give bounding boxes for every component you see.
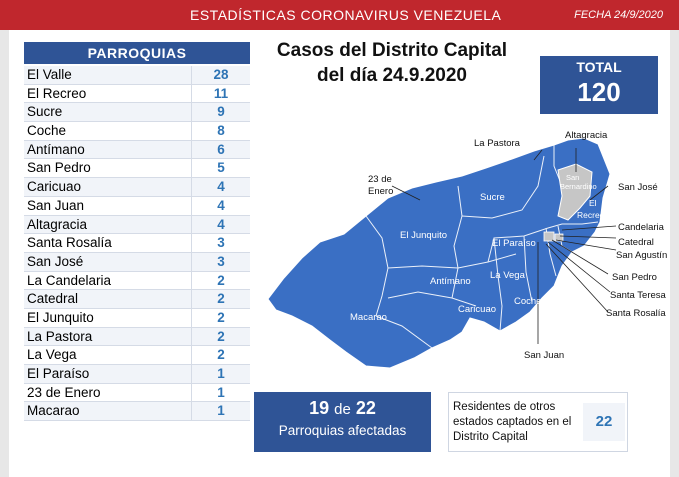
label-el-valle: El Valle xyxy=(546,292,578,303)
parroquia-name: San José xyxy=(24,253,192,271)
parroquia-count: 6 xyxy=(217,141,225,157)
map-title-line2: del día 24.9.2020 xyxy=(317,65,467,86)
map-title xyxy=(262,38,522,88)
label-el-recreo-1: El xyxy=(589,198,597,208)
parroquia-name: Altagracia xyxy=(24,216,192,234)
label-san-pedro: San Pedro xyxy=(612,272,657,283)
affected-count: 19 xyxy=(309,398,330,418)
top-banner xyxy=(0,0,679,30)
label-sucre: Sucre xyxy=(480,192,505,203)
label-el-paraiso: El Paraíso xyxy=(492,238,536,249)
parroquia-name: Sucre xyxy=(24,103,192,121)
other-states-value: 22 xyxy=(583,403,625,441)
total-label: TOTAL xyxy=(576,59,622,75)
parroquia-name: El Valle xyxy=(24,66,192,84)
parroquia-count: 3 xyxy=(217,253,225,269)
table-row xyxy=(24,309,250,328)
total-box xyxy=(540,56,658,114)
parroquia-name: Macarao xyxy=(24,402,192,420)
caracas-map xyxy=(262,126,672,376)
parroquia-name: Coche xyxy=(24,122,192,140)
label-san-juan: San Juan xyxy=(524,350,565,361)
label-la-pastora: La Pastora xyxy=(474,138,520,149)
label-macarao: Macarao xyxy=(350,312,387,323)
label-san-bernardino-2: Bernardino xyxy=(560,182,597,191)
table-row xyxy=(24,272,250,291)
table-row xyxy=(24,141,250,160)
parroquia-name: Caricuao xyxy=(24,178,192,196)
parroquia-count: 2 xyxy=(217,328,225,344)
label-santa-rosalia: Santa Rosalía xyxy=(606,308,666,319)
label-candelaria: Candelaria xyxy=(618,222,664,233)
table-row xyxy=(24,290,250,309)
parroquia-name: Santa Rosalía xyxy=(24,234,192,252)
other-states-text: Residentes de otros estados captados en el Distrito Capital xyxy=(453,401,572,443)
parroquia-name: 23 de Enero xyxy=(24,384,192,402)
affected-label: Parroquias afectadas xyxy=(278,423,407,438)
parroquias-header: PARROQUIAS xyxy=(24,42,250,64)
parroquia-count: 28 xyxy=(213,67,229,82)
table-row xyxy=(24,346,250,365)
label-san-agustin: San Agustín xyxy=(616,250,668,261)
table-row xyxy=(24,122,250,141)
affected-connector: de xyxy=(334,401,351,418)
table-row xyxy=(24,253,250,272)
label-antimano: Antímano xyxy=(430,276,471,287)
affected-numbers xyxy=(254,398,431,419)
table-row xyxy=(24,159,250,178)
parroquia-name: El Paraíso xyxy=(24,365,192,383)
table-row xyxy=(24,197,250,216)
label-santa-teresa: Santa Teresa xyxy=(610,290,666,301)
table-row xyxy=(24,85,250,104)
table-row xyxy=(24,365,250,384)
table-row xyxy=(24,66,250,85)
parroquias-table xyxy=(24,66,250,421)
parroquia-count: 1 xyxy=(217,403,225,419)
banner-title: ESTADÍSTICAS CORONAVIRUS VENEZUELA xyxy=(190,7,502,23)
parroquia-count: 1 xyxy=(217,384,225,400)
parroquia-name: Antímano xyxy=(24,141,192,159)
parroquia-count: 1 xyxy=(217,366,225,381)
label-san-jose: San José xyxy=(618,182,658,193)
banner-date: FECHA 24/9/2020 xyxy=(574,9,663,21)
affected-total: 22 xyxy=(355,398,376,418)
table-row xyxy=(24,328,250,347)
table-row xyxy=(24,234,250,253)
other-states-box xyxy=(448,392,628,452)
parroquia-count: 4 xyxy=(217,197,225,213)
map-title-line1: Casos del Distrito Capital xyxy=(276,40,508,61)
parroquia-count: 11 xyxy=(213,85,229,101)
left-border xyxy=(0,30,9,477)
affected-parishes-box xyxy=(254,392,431,452)
parroquia-name: La Candelaria xyxy=(24,272,192,290)
parroquia-name: El Recreo xyxy=(24,85,192,103)
label-23-de-enero-1: 23 de xyxy=(368,174,392,185)
table-row xyxy=(24,402,250,421)
parroquia-count: 2 xyxy=(217,309,225,325)
parroquia-name: El Junquito xyxy=(24,309,192,327)
parroquia-name: La Vega xyxy=(24,346,192,364)
label-caricuao: Caricuao xyxy=(458,304,497,315)
parroquia-count: 2 xyxy=(217,347,225,363)
parroquia-count: 9 xyxy=(217,104,225,120)
parroquia-count: 8 xyxy=(217,123,225,139)
label-altagracia: Altagracia xyxy=(565,130,608,141)
central-gray-block-a xyxy=(544,232,554,241)
table-row xyxy=(24,103,250,122)
label-catedral: Catedral xyxy=(618,237,654,248)
table-row xyxy=(24,178,250,197)
parroquia-name: Catedral xyxy=(24,290,192,308)
parroquia-count: 2 xyxy=(217,291,225,307)
parroquia-count: 3 xyxy=(217,235,225,251)
table-row xyxy=(24,384,250,403)
label-el-junquito: El Junquito xyxy=(400,230,448,241)
parroquia-count: 4 xyxy=(217,216,225,232)
label-el-recreo-2: Recreo xyxy=(577,210,605,220)
parroquia-count: 2 xyxy=(217,272,225,288)
parroquia-name: La Pastora xyxy=(24,328,192,346)
total-value: 120 xyxy=(577,77,621,107)
parroquia-count: 4 xyxy=(217,179,225,195)
parroquia-name: San Pedro xyxy=(24,159,192,177)
parroquia-count: 5 xyxy=(217,160,225,176)
label-coche: Coche xyxy=(514,296,542,307)
parroquia-name: San Juan xyxy=(24,197,192,215)
label-la-vega: La Vega xyxy=(490,270,525,281)
table-row xyxy=(24,216,250,235)
label-san-bernardino-1: San xyxy=(566,173,580,182)
label-23-de-enero-2: Enero xyxy=(368,186,394,197)
